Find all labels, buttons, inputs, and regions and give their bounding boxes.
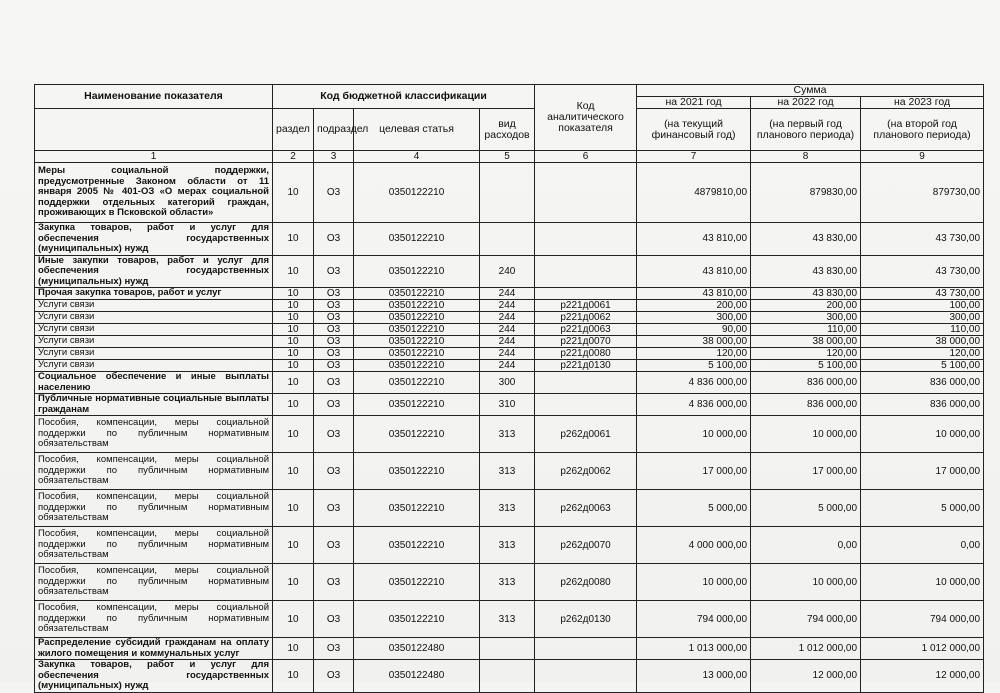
row-name: Услуги связи: [35, 300, 273, 312]
table-row: [35, 527, 984, 564]
table-row: [35, 490, 984, 527]
row-vid: 244: [480, 348, 535, 360]
row-razdel: 10: [273, 360, 314, 372]
row-sum-2023: 43 730,00: [861, 288, 984, 300]
row-vid: 313: [480, 416, 535, 453]
row-razdel: 10: [273, 288, 314, 300]
row-name: Прочая закупка товаров, работ и услуг: [35, 288, 273, 300]
row-sum-2023: 10 000,00: [861, 416, 984, 453]
row-target: 0350122210: [354, 223, 480, 256]
row-podrazdel: О3: [314, 163, 354, 223]
row-sum-2022: 43 830,00: [751, 223, 861, 256]
header-2022-sub: (на первый год планового периода): [751, 109, 861, 151]
row-target: 0350122210: [354, 527, 480, 564]
row-target: 0350122210: [354, 288, 480, 300]
table-row: [35, 163, 984, 223]
header-row-1: [35, 85, 984, 97]
row-vid: 244: [480, 300, 535, 312]
row-razdel: 10: [273, 453, 314, 490]
row-sum-2022: 1 012 000,00: [751, 638, 861, 660]
row-sum-2023: 1 012 000,00: [861, 638, 984, 660]
header-name: Наименование показателя: [35, 85, 273, 109]
row-sum-2022: 110,00: [751, 324, 861, 336]
row-vid: 310: [480, 394, 535, 416]
row-sum-2023: 300,00: [861, 312, 984, 324]
row-sum-2021: 43 810,00: [637, 255, 751, 288]
row-sum-2022: 10 000,00: [751, 416, 861, 453]
row-razdel: 10: [273, 564, 314, 601]
header-2023: на 2023 год: [861, 97, 984, 109]
row-target: 0350122210: [354, 312, 480, 324]
row-podrazdel: О3: [314, 394, 354, 416]
row-target: 0350122210: [354, 394, 480, 416]
row-name: Пособия, компенсации, меры социальной поддержки по публичным нормативным обязательствам: [35, 601, 273, 638]
row-sum-2022: 43 830,00: [751, 288, 861, 300]
row-sum-2022: 17 000,00: [751, 453, 861, 490]
row-podrazdel: О3: [314, 453, 354, 490]
row-sum-2023: 110,00: [861, 324, 984, 336]
row-sum-2022: 12 000,00: [751, 660, 861, 693]
row-name: Публичные нормативные социальные выплаты гражданам: [35, 394, 273, 416]
table-row: [35, 564, 984, 601]
row-sum-2023: 43 730,00: [861, 255, 984, 288]
row-podrazdel: О3: [314, 490, 354, 527]
header-name-cont: [35, 109, 273, 151]
row-analytic-code: р221д0130: [535, 360, 637, 372]
row-analytic-code: р262д0063: [535, 490, 637, 527]
table-row: [35, 312, 984, 324]
row-razdel: 10: [273, 312, 314, 324]
row-vid: 240: [480, 255, 535, 288]
row-razdel: 10: [273, 660, 314, 693]
row-podrazdel: О3: [314, 336, 354, 348]
row-name: Услуги связи: [35, 360, 273, 372]
row-sum-2021: 38 000,00: [637, 336, 751, 348]
row-sum-2023: 0,00: [861, 527, 984, 564]
row-razdel: 10: [273, 490, 314, 527]
row-sum-2022: 5 100,00: [751, 360, 861, 372]
row-podrazdel: О3: [314, 348, 354, 360]
column-number: 2: [273, 151, 314, 163]
column-number: 6: [535, 151, 637, 163]
row-sum-2021: 5 100,00: [637, 360, 751, 372]
row-analytic-code: [535, 255, 637, 288]
row-analytic-code: р221д0061: [535, 300, 637, 312]
row-target: 0350122210: [354, 601, 480, 638]
row-analytic-code: р221д0080: [535, 348, 637, 360]
header-analytic-code: Код аналитического показателя: [535, 85, 637, 151]
row-sum-2022: 5 000,00: [751, 490, 861, 527]
row-vid: [480, 223, 535, 256]
row-name: Услуги связи: [35, 336, 273, 348]
column-number: 8: [751, 151, 861, 163]
column-number: 9: [861, 151, 984, 163]
row-sum-2021: 43 810,00: [637, 223, 751, 256]
row-razdel: 10: [273, 638, 314, 660]
column-number: 4: [354, 151, 480, 163]
row-razdel: 10: [273, 336, 314, 348]
row-name: Распределение субсидий гражданам на оплату жилого помещения и коммунальных услуг: [35, 638, 273, 660]
row-name: Закупка товаров, работ и услуг для обеспечения государственных (муниципальных) нужд: [35, 660, 273, 693]
row-target: 0350122210: [354, 360, 480, 372]
row-vid: [480, 163, 535, 223]
row-podrazdel: О3: [314, 638, 354, 660]
row-sum-2023: 43 730,00: [861, 223, 984, 256]
row-analytic-code: р221д0070: [535, 336, 637, 348]
row-target: 0350122210: [354, 255, 480, 288]
row-name: Услуги связи: [35, 312, 273, 324]
header-podrazdel: подраздел: [314, 109, 354, 151]
row-sum-2022: 38 000,00: [751, 336, 861, 348]
row-analytic-code: р262д0070: [535, 527, 637, 564]
row-analytic-code: [535, 288, 637, 300]
row-analytic-code: [535, 394, 637, 416]
row-name: Услуги связи: [35, 348, 273, 360]
row-target: 0350122210: [354, 324, 480, 336]
table-row: [35, 360, 984, 372]
row-vid: 300: [480, 372, 535, 394]
row-sum-2023: 120,00: [861, 348, 984, 360]
row-sum-2021: 10 000,00: [637, 564, 751, 601]
row-razdel: 10: [273, 255, 314, 288]
row-name: Пособия, компенсации, меры социальной поддержки по публичным нормативным обязательствам: [35, 564, 273, 601]
row-analytic-code: [535, 223, 637, 256]
table-row: [35, 416, 984, 453]
row-vid: 313: [480, 490, 535, 527]
row-analytic-code: р262д0080: [535, 564, 637, 601]
row-razdel: 10: [273, 300, 314, 312]
row-sum-2022: 200,00: [751, 300, 861, 312]
table-row: [35, 372, 984, 394]
row-analytic-code: р221д0063: [535, 324, 637, 336]
row-target: 0350122480: [354, 660, 480, 693]
table-row: [35, 324, 984, 336]
row-vid: 244: [480, 288, 535, 300]
row-name: Социальное обеспечение и иные выплаты населению: [35, 372, 273, 394]
row-podrazdel: О3: [314, 288, 354, 300]
header-2023-sub: (на второй год планового периода): [861, 109, 984, 151]
row-analytic-code: р262д0130: [535, 601, 637, 638]
header-2022: на 2022 год: [751, 97, 861, 109]
row-sum-2023: 836 000,00: [861, 394, 984, 416]
row-name: Закупка товаров, работ и услуг для обеспечения государственных (муниципальных) нужд: [35, 223, 273, 256]
row-vid: 244: [480, 360, 535, 372]
row-podrazdel: О3: [314, 255, 354, 288]
row-sum-2021: 13 000,00: [637, 660, 751, 693]
row-vid: 313: [480, 527, 535, 564]
header-2021: на 2021 год: [637, 97, 751, 109]
row-target: 0350122210: [354, 300, 480, 312]
row-razdel: 10: [273, 372, 314, 394]
row-sum-2021: 120,00: [637, 348, 751, 360]
row-podrazdel: О3: [314, 360, 354, 372]
row-vid: 244: [480, 336, 535, 348]
row-sum-2022: 43 830,00: [751, 255, 861, 288]
table-row: [35, 453, 984, 490]
table-row: [35, 336, 984, 348]
row-razdel: 10: [273, 527, 314, 564]
table-row: [35, 300, 984, 312]
row-name: Услуги связи: [35, 324, 273, 336]
row-target: 0350122480: [354, 638, 480, 660]
table-row: [35, 223, 984, 256]
header-2021-sub: (на текущий финансовый год): [637, 109, 751, 151]
table-row: [35, 660, 984, 693]
row-target: 0350122210: [354, 564, 480, 601]
row-sum-2023: 879730,00: [861, 163, 984, 223]
row-sum-2023: 836 000,00: [861, 372, 984, 394]
row-razdel: 10: [273, 223, 314, 256]
row-sum-2022: 0,00: [751, 527, 861, 564]
row-sum-2021: 794 000,00: [637, 601, 751, 638]
row-vid: [480, 638, 535, 660]
table-row: [35, 348, 984, 360]
row-sum-2023: 17 000,00: [861, 453, 984, 490]
row-vid: 313: [480, 453, 535, 490]
row-sum-2022: 10 000,00: [751, 564, 861, 601]
row-target: 0350122210: [354, 336, 480, 348]
row-target: 0350122210: [354, 416, 480, 453]
row-analytic-code: р262д0062: [535, 453, 637, 490]
row-podrazdel: О3: [314, 660, 354, 693]
column-number-row: [35, 151, 984, 163]
row-podrazdel: О3: [314, 527, 354, 564]
header-target: целевая статья: [354, 109, 480, 151]
header-razdel: раздел: [273, 109, 314, 151]
row-podrazdel: О3: [314, 416, 354, 453]
row-podrazdel: О3: [314, 223, 354, 256]
row-sum-2021: 300,00: [637, 312, 751, 324]
row-sum-2021: 4 836 000,00: [637, 372, 751, 394]
row-sum-2023: 12 000,00: [861, 660, 984, 693]
row-sum-2022: 836 000,00: [751, 372, 861, 394]
row-sum-2021: 43 810,00: [637, 288, 751, 300]
row-sum-2021: 4 000 000,00: [637, 527, 751, 564]
header-sum: Сумма: [637, 85, 984, 97]
row-sum-2022: 794 000,00: [751, 601, 861, 638]
row-analytic-code: р221д0062: [535, 312, 637, 324]
row-name: Пособия, компенсации, меры социальной поддержки по публичным нормативным обязательствам: [35, 416, 273, 453]
row-vid: [480, 660, 535, 693]
row-sum-2021: 10 000,00: [637, 416, 751, 453]
header-row-3: [35, 109, 984, 151]
row-analytic-code: [535, 372, 637, 394]
row-sum-2022: 836 000,00: [751, 394, 861, 416]
column-number: 1: [35, 151, 273, 163]
row-podrazdel: О3: [314, 601, 354, 638]
row-sum-2023: 5 000,00: [861, 490, 984, 527]
row-podrazdel: О3: [314, 372, 354, 394]
row-name: Пособия, компенсации, меры социальной поддержки по публичным нормативным обязательствам: [35, 490, 273, 527]
row-razdel: 10: [273, 324, 314, 336]
row-sum-2023: 794 000,00: [861, 601, 984, 638]
budget-table: [34, 84, 984, 693]
table-row: [35, 394, 984, 416]
row-name: Пособия, компенсации, меры социальной поддержки по публичным нормативным обязательствам: [35, 453, 273, 490]
row-vid: 313: [480, 564, 535, 601]
header-kbk: Код бюджетной классификации: [273, 85, 535, 109]
table-row: [35, 288, 984, 300]
row-sum-2021: 1 013 000,00: [637, 638, 751, 660]
table-body: [35, 163, 984, 693]
row-name: Меры социальной поддержки, предусмотренные Законом области от 11 января 2005 № 401-ОЗ «О мерах социальной поддержки отдельных категорий граждан, проживающих в Псковской области»: [35, 163, 273, 223]
row-vid: 244: [480, 312, 535, 324]
row-sum-2021: 4 836 000,00: [637, 394, 751, 416]
row-vid: 313: [480, 601, 535, 638]
table-row: [35, 601, 984, 638]
table-row: [35, 255, 984, 288]
row-sum-2023: 5 100,00: [861, 360, 984, 372]
row-sum-2023: 100,00: [861, 300, 984, 312]
row-sum-2022: 300,00: [751, 312, 861, 324]
row-podrazdel: О3: [314, 300, 354, 312]
row-razdel: 10: [273, 163, 314, 223]
row-sum-2023: 10 000,00: [861, 564, 984, 601]
row-sum-2021: 4879810,00: [637, 163, 751, 223]
row-target: 0350122210: [354, 372, 480, 394]
row-sum-2021: 90,00: [637, 324, 751, 336]
row-analytic-code: [535, 660, 637, 693]
row-sum-2021: 200,00: [637, 300, 751, 312]
header-vid: вид расходов: [480, 109, 535, 151]
row-podrazdel: О3: [314, 324, 354, 336]
row-podrazdel: О3: [314, 564, 354, 601]
row-sum-2021: 17 000,00: [637, 453, 751, 490]
row-sum-2022: 120,00: [751, 348, 861, 360]
table-row: [35, 638, 984, 660]
row-sum-2021: 5 000,00: [637, 490, 751, 527]
row-target: 0350122210: [354, 163, 480, 223]
row-razdel: 10: [273, 416, 314, 453]
row-target: 0350122210: [354, 453, 480, 490]
row-podrazdel: О3: [314, 312, 354, 324]
row-name: Иные закупки товаров, работ и услуг для обеспечения государственных (муниципальных) нужд: [35, 255, 273, 288]
row-razdel: 10: [273, 601, 314, 638]
row-sum-2022: 879830,00: [751, 163, 861, 223]
row-vid: 244: [480, 324, 535, 336]
column-number: 3: [314, 151, 354, 163]
row-name: Пособия, компенсации, меры социальной поддержки по публичным нормативным обязательствам: [35, 527, 273, 564]
column-number: 5: [480, 151, 535, 163]
row-analytic-code: р262д0061: [535, 416, 637, 453]
column-number: 7: [637, 151, 751, 163]
row-analytic-code: [535, 163, 637, 223]
row-sum-2023: 38 000,00: [861, 336, 984, 348]
row-razdel: 10: [273, 348, 314, 360]
row-razdel: 10: [273, 394, 314, 416]
row-analytic-code: [535, 638, 637, 660]
row-target: 0350122210: [354, 490, 480, 527]
row-target: 0350122210: [354, 348, 480, 360]
